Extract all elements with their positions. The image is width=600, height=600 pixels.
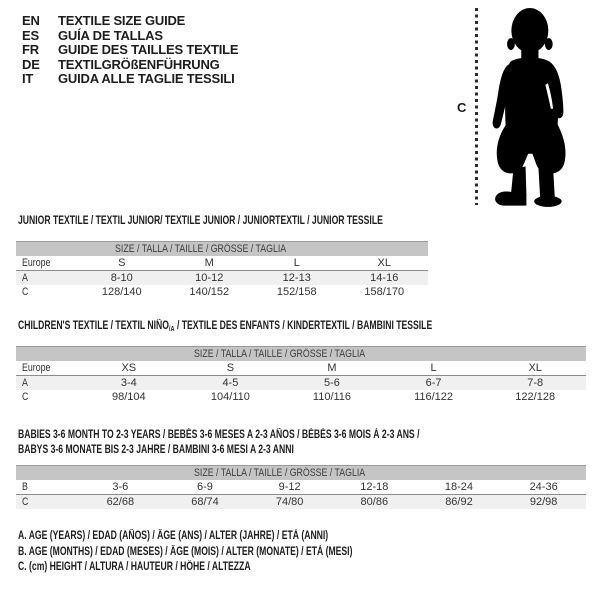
language-label: TEXTILGRÖßENFÜHRUNG [58, 56, 220, 72]
size-header-bar: SIZE / TALLA / TAILLE / GRÖSSE / TAGLIA [16, 347, 586, 362]
size-cell: 152/158 [276, 286, 317, 298]
size-cell: 12-18 [332, 480, 417, 495]
language-list [22, 14, 238, 87]
row-label: C [22, 391, 29, 403]
toddler-silhouette-icon [486, 5, 572, 209]
row-label: A [16, 271, 78, 286]
size-cell: L [253, 256, 341, 271]
row-label: C [22, 286, 29, 298]
size-cell: 98/104 [111, 391, 146, 403]
size-cell: 86/92 [417, 495, 502, 510]
size-cell: 158/170 [364, 286, 405, 298]
size-cell: XL [484, 361, 586, 376]
size-cell: 14-16 [341, 271, 429, 286]
size-cell: 10-12 [166, 271, 254, 286]
size-cell: S [78, 256, 166, 271]
size-cell: 116/122 [414, 391, 454, 403]
language-code: ES [22, 27, 39, 43]
children-title-text: CHILDREN'S TEXTILE / TEXTIL NIÑO/A / TEXTILE DES ENFANTS / KINDERTEXTIL / BAMBINI TESSILE [18, 320, 433, 333]
size-cell: 140/152 [189, 286, 230, 298]
language-label: GUIDE DES TAILLES TEXTILE [58, 42, 239, 57]
section-babies-textile [16, 428, 586, 509]
size-cell: 8-10 [78, 271, 166, 286]
section-junior-textile [16, 214, 428, 299]
size-cell: 18-24 [417, 480, 502, 495]
junior-size-table [16, 241, 428, 299]
table-row [16, 256, 428, 271]
language-code: EN [22, 13, 40, 28]
size-cell: 110/116 [312, 391, 352, 403]
language-code: DE [22, 56, 40, 72]
language-row [22, 43, 238, 58]
size-cell: 104/110 [210, 391, 250, 403]
size-cell: 5-6 [281, 376, 383, 391]
size-cell: M [166, 256, 254, 271]
language-label: GUÍA DE TALLAS [58, 27, 163, 43]
size-cell: 24-36 [501, 480, 586, 495]
size-cell: XL [341, 256, 429, 271]
size-cell: S [180, 361, 282, 376]
figure-area [440, 0, 590, 215]
row-label: C [16, 495, 78, 510]
babies-section-title-line1: BABIES 3-6 MONTH TO 2-3 YEARS / BEBÉS 3-6 MESES A 2-3 AÑOS / BÉBÉS 3-6 MOIS À 2-3 ANS / [18, 429, 420, 441]
table-row [16, 390, 586, 404]
language-label: TEXTILE SIZE GUIDE [58, 13, 186, 28]
language-label: GUIDA ALLE TAGLIE TESSILI [58, 71, 235, 86]
table-row [16, 361, 586, 376]
size-cell: 62/68 [78, 495, 163, 510]
size-cell: 12-13 [253, 271, 341, 286]
size-cell: 7-8 [484, 376, 586, 391]
size-cell: 122/128 [515, 391, 556, 403]
footnotes [18, 529, 464, 576]
row-label: B [16, 480, 78, 495]
junior-title-text: JUNIOR TEXTILE / TEXTIL JUNIOR/ TEXTILE JUNIOR / JUNIORTEXTIL / JUNIOR TESSILE [18, 215, 383, 227]
row-label: Europe [16, 361, 78, 376]
language-row [22, 58, 238, 73]
size-cell: 4-5 [180, 376, 282, 391]
size-header-row [16, 466, 586, 481]
table-row [16, 495, 586, 510]
row-label: A [16, 376, 78, 391]
size-header-row [16, 347, 586, 362]
table-row [16, 480, 586, 495]
language-code: FR [22, 42, 39, 57]
size-cell: 68/74 [163, 495, 248, 510]
height-measure-line [475, 8, 478, 205]
row-label: Europe [16, 256, 78, 271]
size-cell: 3-6 [78, 480, 163, 495]
language-row [22, 72, 238, 87]
size-cell: 6-9 [163, 480, 248, 495]
size-cell: XS [78, 361, 180, 376]
size-header-bar: SIZE / TALLA / TAILLE / GRÖSSE / TAGLIA [16, 242, 428, 257]
size-cell: 9-12 [247, 480, 332, 495]
size-cell: L [383, 361, 485, 376]
babies-section-title-line2: BABYS 3-6 MONATE BIS 2-3 JAHRE / BAMBINI 3-6 MESI A 2-3 ANNI [18, 444, 294, 456]
size-cell: M [281, 361, 383, 376]
table-row [16, 376, 586, 391]
size-cell: 128/140 [101, 286, 142, 298]
section-childrens-textile [16, 319, 586, 404]
footnote-age-years: A. AGE (YEARS) / EDAD (AÑOS) / ÂGE (ANS) / ALTER (JAHRE) / ETÀ (ANNI) [18, 530, 329, 542]
children-size-table [16, 346, 586, 404]
size-header-bar: SIZE / TALLA / TAILLE / GRÖSSE / TAGLIA [16, 466, 586, 481]
size-cell: 74/80 [247, 495, 332, 510]
table-row [16, 285, 428, 299]
language-code: IT [22, 71, 34, 86]
footnote-age-months: B. AGE (MONTHS) / EDAD (MESES) / ÂGE (MOIS) / ALTER (MONATE) / ETÀ (MESI) [18, 545, 353, 558]
measure-label-c: C [457, 100, 467, 115]
size-cell: 92/98 [501, 495, 586, 510]
language-row [22, 14, 238, 29]
babies-size-table [16, 465, 586, 509]
size-cell: 6-7 [383, 376, 485, 391]
children-section-title [18, 319, 586, 333]
size-cell: 3-4 [78, 376, 180, 391]
size-header-row [16, 242, 428, 257]
footnote-height-cm: C. (cm) HEIGHT / ALTURA / HAUTEUR / HÖHE / ALTEZZA [18, 561, 251, 573]
language-row [22, 29, 238, 44]
junior-section-title [18, 214, 428, 228]
table-row [16, 271, 428, 286]
size-cell: 80/86 [332, 495, 417, 510]
